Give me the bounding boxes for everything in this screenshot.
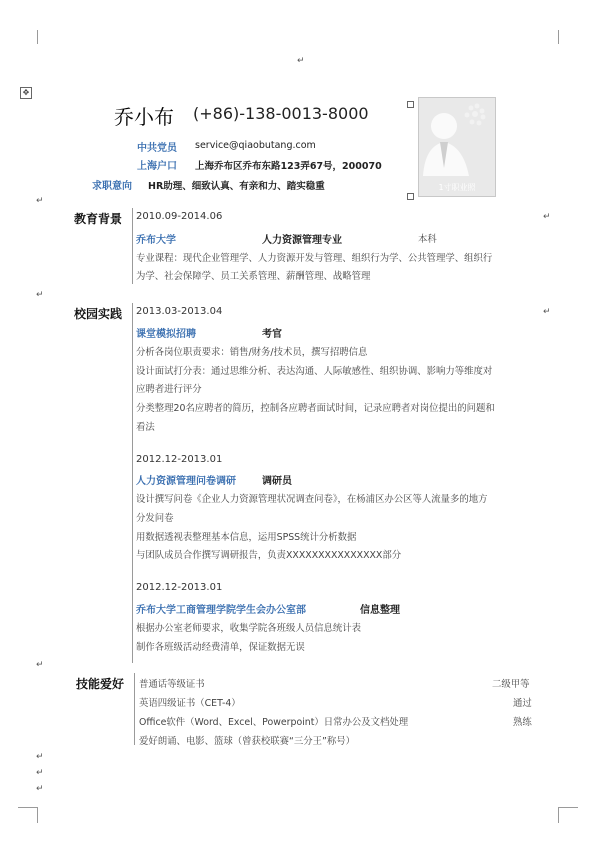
objective-label: 求职意向 [92,181,132,192]
section-divider [132,303,133,663]
entry-line: 与团队成员合作撰写调研报告，负责XXXXXXXXXXXXXXX部分 [136,550,402,561]
paragraph-mark-icon: ↵ [543,307,551,317]
paragraph-mark-icon: ↵ [297,56,305,66]
phone-number: (+86)-138-0013-8000 [193,104,369,123]
crop-mark [18,807,38,808]
entry-line: 看法 [136,422,155,433]
degree: 本科 [418,234,437,245]
entry-org: 人力资源管理问卷调研 [136,476,236,487]
education-date: 2010.09-2014.06 [136,211,223,222]
skill-level: 熟练 [513,717,532,728]
skill-level: 通过 [513,698,532,709]
paragraph-mark-icon: ↵ [36,196,44,206]
entry-role: 调研员 [262,476,292,487]
resize-handle[interactable] [407,193,414,200]
crop-mark [558,30,559,44]
entry-date: 2012.12-2013.01 [136,454,223,465]
email-value: service@qiaobutang.com [195,140,316,151]
crop-mark [558,807,559,823]
entry-org: 乔布大学工商管理学院学生会办公室部 [136,605,306,616]
table-move-handle-icon[interactable]: ✥ [20,87,32,99]
entry-line: 分类整理20名应聘者的简历，控制各应聘者面试时间，记录应聘者对岗位提出的问题和 [136,403,495,414]
skill-item: 爱好朗诵、电影、篮球（曾获校联赛“三分王”称号） [139,736,355,747]
address-value: 上海乔布区乔布东路123弄67号，200070 [195,161,382,172]
paragraph-mark-icon: ↵ [36,752,44,762]
party-label: 中共党员 [137,143,177,154]
paragraph-mark-icon: ↵ [36,768,44,778]
crop-mark [37,30,38,44]
objective-value: HR助理、细致认真、有亲和力、踏实稳重 [148,181,325,192]
skill-item: 普通话等级证书 [139,679,205,690]
resize-handle[interactable] [407,101,414,108]
paragraph-mark-icon: ↵ [36,660,44,670]
section-divider [134,673,135,745]
entry-line: 分析各岗位职责要求：销售/财务/技术员，撰写招聘信息 [136,347,368,358]
hukou-label: 上海户口 [137,161,177,172]
entry-date: 2013.03-2013.04 [136,306,223,317]
entry-line: 设计撰写问卷《企业人力资源管理状况调查问卷》，在杨浦区办公区等人流量多的地方 [136,494,488,505]
skill-level: 二级甲等 [492,679,530,690]
major: 人力资源管理专业 [262,235,342,246]
entry-line: 用数据透视表整理基本信息，运用SPSS统计分析数据 [136,532,357,543]
crop-mark [558,807,578,808]
photo-caption: 1寸职业照 [438,183,476,192]
skill-item: 英语四级证书（CET-4） [139,698,241,709]
entry-line: 设计面试打分表：通过思维分析、表达沟通、人际敏感性、组织协调、影响力等维度对 [136,366,493,377]
campus-heading: 校园实践 [74,307,123,321]
skills-heading: 技能爱好 [76,677,125,691]
section-divider [132,208,133,284]
entry-line: 制作各班级活动经费清单，保证数据无误 [136,642,305,653]
entry-date: 2012.12-2013.01 [136,582,223,593]
entry-line: 根据办公室老师要求，收集学院各班级人员信息统计表 [136,623,362,634]
candidate-name: 乔小布 [114,105,174,129]
skill-item: Office软件（Word、Excel、Powerpoint）日常办公及文档处理 [139,717,409,728]
school-name: 乔布大学 [136,235,176,246]
entry-role: 信息整理 [360,605,400,616]
entry-role: 考官 [262,329,282,340]
education-heading: 教育背景 [74,212,123,226]
paragraph-mark-icon: ↵ [36,290,44,300]
photo-placeholder [418,97,496,197]
entry-line: 应聘者进行评分 [136,384,202,395]
crop-mark [37,807,38,823]
entry-org: 课堂模拟招聘 [136,329,196,340]
paragraph-mark-icon: ↵ [543,212,551,222]
person-silhouette-icon [419,98,495,178]
courses-line: 为学、社会保障学、员工关系管理、薪酬管理、战略管理 [136,271,371,282]
entry-line: 分发问卷 [136,513,174,524]
courses-line: 专业课程：现代企业管理学、人力资源开发与管理、组织行为学、公共管理学、组织行 [136,253,493,264]
paragraph-mark-icon: ↵ [36,784,44,794]
